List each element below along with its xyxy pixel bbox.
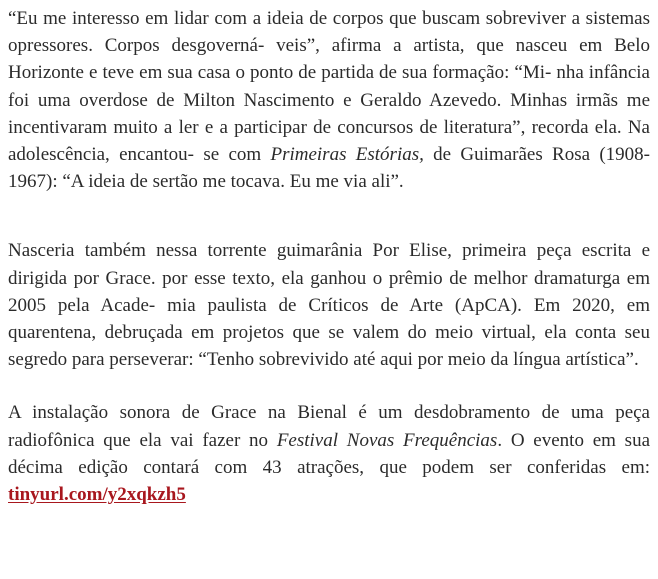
paragraph-2 xyxy=(8,237,650,373)
paragraph-2-text-1: Nasceria também nessa torrente guimarânia Por Elise, primeira peça escrita e dirigida por Grace. por esse texto, ela ganhou o prêmio de melhor dramaturga em 2005 pela Acade- mia paulista de Críticos de Arte (ApCA). Em 2020, em quarentena, debruçada em projetos que se valem do meio virtual, ela conta seu segredo para perseverar: “Tenho sobrevivido até aqui por meio da língua artística”. xyxy=(8,240,650,371)
paragraph-3-text-2: . O evento em sua décima edição contará com 43 atrações, que podem ser conferidas em: xyxy=(8,429,650,478)
paragraph-1 xyxy=(8,5,650,195)
tinyurl-link[interactable]: tinyurl.com/y2xqkzh5 xyxy=(8,484,186,506)
paragraph-1-text-2: de Guimarães Rosa (1908-1967): “A ideia de sertão me tocava. Eu me via ali”. xyxy=(8,144,650,193)
paragraph-3 xyxy=(8,399,650,508)
paragraph-3-text-1: A instalação sonora de Grace na Bienal é um desdobramento de uma peça radiofônica que ela vai fazer no xyxy=(8,402,650,451)
paragraph-1-text-1: “Eu me interesso em lidar com a ideia de corpos que buscam sobreviver a sistemas opressores. Corpos desgoverná- veis”, afirma a artista, que nasceu em Belo Horizonte e teve em sua casa o ponto de partida de sua formação: “Mi- nha infância foi uma overdose de Milton Nascimento e Geraldo Azevedo. Minhas irmãs me incentivaram muito a ler e a participar de concursos de literatura”, recorda ela. Na adolescência, encantou- se com xyxy=(8,8,650,166)
book-title-primeiras-estorias: Primeiras Estórias, xyxy=(270,144,424,166)
festival-title: Festival Novas Frequências xyxy=(276,429,498,451)
